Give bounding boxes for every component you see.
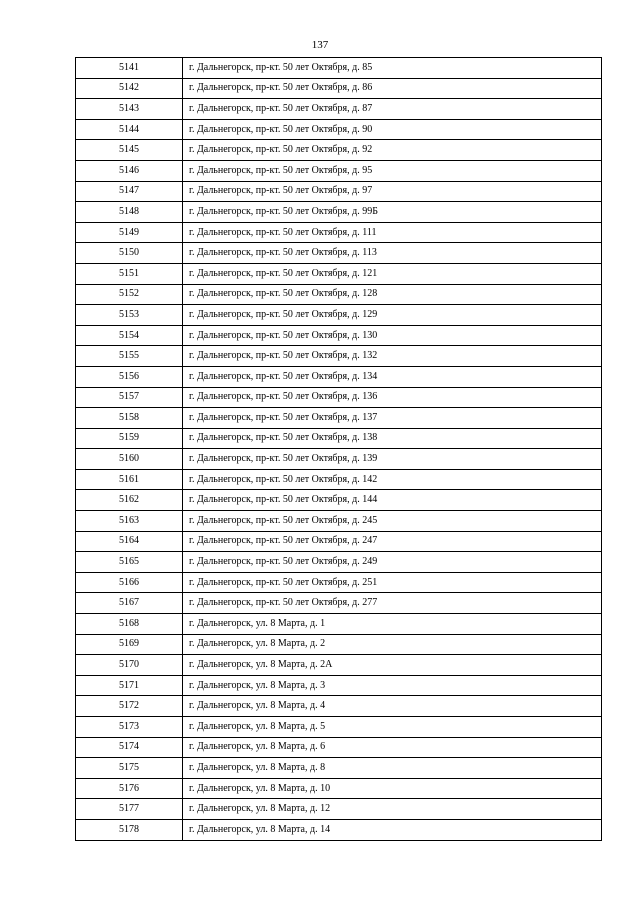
table-row bbox=[76, 469, 602, 490]
row-number-cell: 5178 bbox=[76, 819, 183, 840]
table-row bbox=[76, 243, 602, 264]
row-number-cell: 5148 bbox=[76, 202, 183, 223]
table-row bbox=[76, 140, 602, 161]
row-number-cell: 5177 bbox=[76, 799, 183, 820]
address-cell: г. Дальнегорск, пр-кт. 50 лет Октября, д. 99Б bbox=[183, 202, 602, 223]
address-cell: г. Дальнегорск, пр-кт. 50 лет Октября, д. 121 bbox=[183, 263, 602, 284]
row-number-cell: 5141 bbox=[76, 58, 183, 79]
address-cell: г. Дальнегорск, пр-кт. 50 лет Октября, д. 90 bbox=[183, 119, 602, 140]
address-cell: г. Дальнегорск, ул. 8 Марта, д. 8 bbox=[183, 758, 602, 779]
table-row bbox=[76, 305, 602, 326]
table-row bbox=[76, 778, 602, 799]
table-row bbox=[76, 325, 602, 346]
row-number-cell: 5145 bbox=[76, 140, 183, 161]
table-row bbox=[76, 593, 602, 614]
address-cell: г. Дальнегорск, ул. 8 Марта, д. 2 bbox=[183, 634, 602, 655]
address-cell: г. Дальнегорск, ул. 8 Марта, д. 12 bbox=[183, 799, 602, 820]
table-row bbox=[76, 799, 602, 820]
row-number-cell: 5146 bbox=[76, 160, 183, 181]
row-number-cell: 5163 bbox=[76, 511, 183, 532]
address-cell: г. Дальнегорск, пр-кт. 50 лет Октября, д. 247 bbox=[183, 531, 602, 552]
row-number-cell: 5173 bbox=[76, 717, 183, 738]
table-row bbox=[76, 428, 602, 449]
address-cell: г. Дальнегорск, пр-кт. 50 лет Октября, д. 134 bbox=[183, 366, 602, 387]
row-number-cell: 5149 bbox=[76, 222, 183, 243]
table-row bbox=[76, 408, 602, 429]
row-number-cell: 5153 bbox=[76, 305, 183, 326]
address-cell: г. Дальнегорск, пр-кт. 50 лет Октября, д. 92 bbox=[183, 140, 602, 161]
table-row bbox=[76, 819, 602, 840]
table-row bbox=[76, 160, 602, 181]
row-number-cell: 5147 bbox=[76, 181, 183, 202]
table-row bbox=[76, 737, 602, 758]
row-number-cell: 5166 bbox=[76, 572, 183, 593]
address-cell: г. Дальнегорск, пр-кт. 50 лет Октября, д. 86 bbox=[183, 78, 602, 99]
address-cell: г. Дальнегорск, ул. 8 Марта, д. 4 bbox=[183, 696, 602, 717]
address-cell: г. Дальнегорск, пр-кт. 50 лет Октября, д. 136 bbox=[183, 387, 602, 408]
address-cell: г. Дальнегорск, ул. 8 Марта, д. 10 bbox=[183, 778, 602, 799]
table-row bbox=[76, 758, 602, 779]
address-cell: г. Дальнегорск, пр-кт. 50 лет Октября, д. 87 bbox=[183, 99, 602, 120]
row-number-cell: 5158 bbox=[76, 408, 183, 429]
table-row bbox=[76, 614, 602, 635]
row-number-cell: 5151 bbox=[76, 263, 183, 284]
address-cell: г. Дальнегорск, пр-кт. 50 лет Октября, д. 95 bbox=[183, 160, 602, 181]
row-number-cell: 5164 bbox=[76, 531, 183, 552]
table-row bbox=[76, 531, 602, 552]
row-number-cell: 5174 bbox=[76, 737, 183, 758]
table-row bbox=[76, 696, 602, 717]
row-number-cell: 5155 bbox=[76, 346, 183, 367]
table-row bbox=[76, 449, 602, 470]
row-number-cell: 5143 bbox=[76, 99, 183, 120]
row-number-cell: 5161 bbox=[76, 469, 183, 490]
page-number: 137 bbox=[311, 39, 329, 51]
table-row bbox=[76, 263, 602, 284]
row-number-cell: 5142 bbox=[76, 78, 183, 99]
row-number-cell: 5154 bbox=[76, 325, 183, 346]
table-row bbox=[76, 58, 602, 79]
address-cell: г. Дальнегорск, пр-кт. 50 лет Октября, д. 132 bbox=[183, 346, 602, 367]
address-cell: г. Дальнегорск, ул. 8 Марта, д. 5 bbox=[183, 717, 602, 738]
row-number-cell: 5170 bbox=[76, 655, 183, 676]
table-row bbox=[76, 511, 602, 532]
table-row bbox=[76, 284, 602, 305]
row-number-cell: 5169 bbox=[76, 634, 183, 655]
table-row bbox=[76, 78, 602, 99]
row-number-cell: 5172 bbox=[76, 696, 183, 717]
row-number-cell: 5162 bbox=[76, 490, 183, 511]
address-cell: г. Дальнегорск, пр-кт. 50 лет Октября, д. 277 bbox=[183, 593, 602, 614]
table-row bbox=[76, 717, 602, 738]
address-cell: г. Дальнегорск, пр-кт. 50 лет Октября, д. 129 bbox=[183, 305, 602, 326]
table-row bbox=[76, 634, 602, 655]
row-number-cell: 5157 bbox=[76, 387, 183, 408]
address-cell: г. Дальнегорск, ул. 8 Марта, д. 1 bbox=[183, 614, 602, 635]
address-cell: г. Дальнегорск, пр-кт. 50 лет Октября, д. 113 bbox=[183, 243, 602, 264]
row-number-cell: 5165 bbox=[76, 552, 183, 573]
row-number-cell: 5150 bbox=[76, 243, 183, 264]
address-cell: г. Дальнегорск, пр-кт. 50 лет Октября, д. 249 bbox=[183, 552, 602, 573]
table-row bbox=[76, 572, 602, 593]
table-row bbox=[76, 655, 602, 676]
row-number-cell: 5175 bbox=[76, 758, 183, 779]
table-row bbox=[76, 552, 602, 573]
table-row bbox=[76, 99, 602, 120]
row-number-cell: 5160 bbox=[76, 449, 183, 470]
address-cell: г. Дальнегорск, пр-кт. 50 лет Октября, д. 130 bbox=[183, 325, 602, 346]
row-number-cell: 5144 bbox=[76, 119, 183, 140]
address-cell: г. Дальнегорск, ул. 8 Марта, д. 3 bbox=[183, 675, 602, 696]
row-number-cell: 5159 bbox=[76, 428, 183, 449]
address-cell: г. Дальнегорск, пр-кт. 50 лет Октября, д. 138 bbox=[183, 428, 602, 449]
row-number-cell: 5156 bbox=[76, 366, 183, 387]
address-cell: г. Дальнегорск, пр-кт. 50 лет Октября, д. 142 bbox=[183, 469, 602, 490]
address-cell: г. Дальнегорск, ул. 8 Марта, д. 6 bbox=[183, 737, 602, 758]
address-cell: г. Дальнегорск, пр-кт. 50 лет Октября, д. 97 bbox=[183, 181, 602, 202]
table-row bbox=[76, 202, 602, 223]
table-row bbox=[76, 119, 602, 140]
address-table-body bbox=[76, 58, 602, 841]
row-number-cell: 5168 bbox=[76, 614, 183, 635]
address-cell: г. Дальнегорск, пр-кт. 50 лет Октября, д. 111 bbox=[183, 222, 602, 243]
address-cell: г. Дальнегорск, пр-кт. 50 лет Октября, д. 251 bbox=[183, 572, 602, 593]
table-row bbox=[76, 181, 602, 202]
address-cell: г. Дальнегорск, ул. 8 Марта, д. 2А bbox=[183, 655, 602, 676]
table-row bbox=[76, 387, 602, 408]
row-number-cell: 5152 bbox=[76, 284, 183, 305]
address-cell: г. Дальнегорск, пр-кт. 50 лет Октября, д. 245 bbox=[183, 511, 602, 532]
address-cell: г. Дальнегорск, пр-кт. 50 лет Октября, д. 144 bbox=[183, 490, 602, 511]
address-cell: г. Дальнегорск, ул. 8 Марта, д. 14 bbox=[183, 819, 602, 840]
address-cell: г. Дальнегорск, пр-кт. 50 лет Октября, д. 85 bbox=[183, 58, 602, 79]
table-row bbox=[76, 490, 602, 511]
address-cell: г. Дальнегорск, пр-кт. 50 лет Октября, д. 139 bbox=[183, 449, 602, 470]
address-cell: г. Дальнегорск, пр-кт. 50 лет Октября, д. 137 bbox=[183, 408, 602, 429]
table-row bbox=[76, 222, 602, 243]
address-cell: г. Дальнегорск, пр-кт. 50 лет Октября, д. 128 bbox=[183, 284, 602, 305]
table-row bbox=[76, 675, 602, 696]
row-number-cell: 5167 bbox=[76, 593, 183, 614]
row-number-cell: 5171 bbox=[76, 675, 183, 696]
table-row bbox=[76, 346, 602, 367]
address-table bbox=[75, 57, 602, 841]
row-number-cell: 5176 bbox=[76, 778, 183, 799]
table-row bbox=[76, 366, 602, 387]
